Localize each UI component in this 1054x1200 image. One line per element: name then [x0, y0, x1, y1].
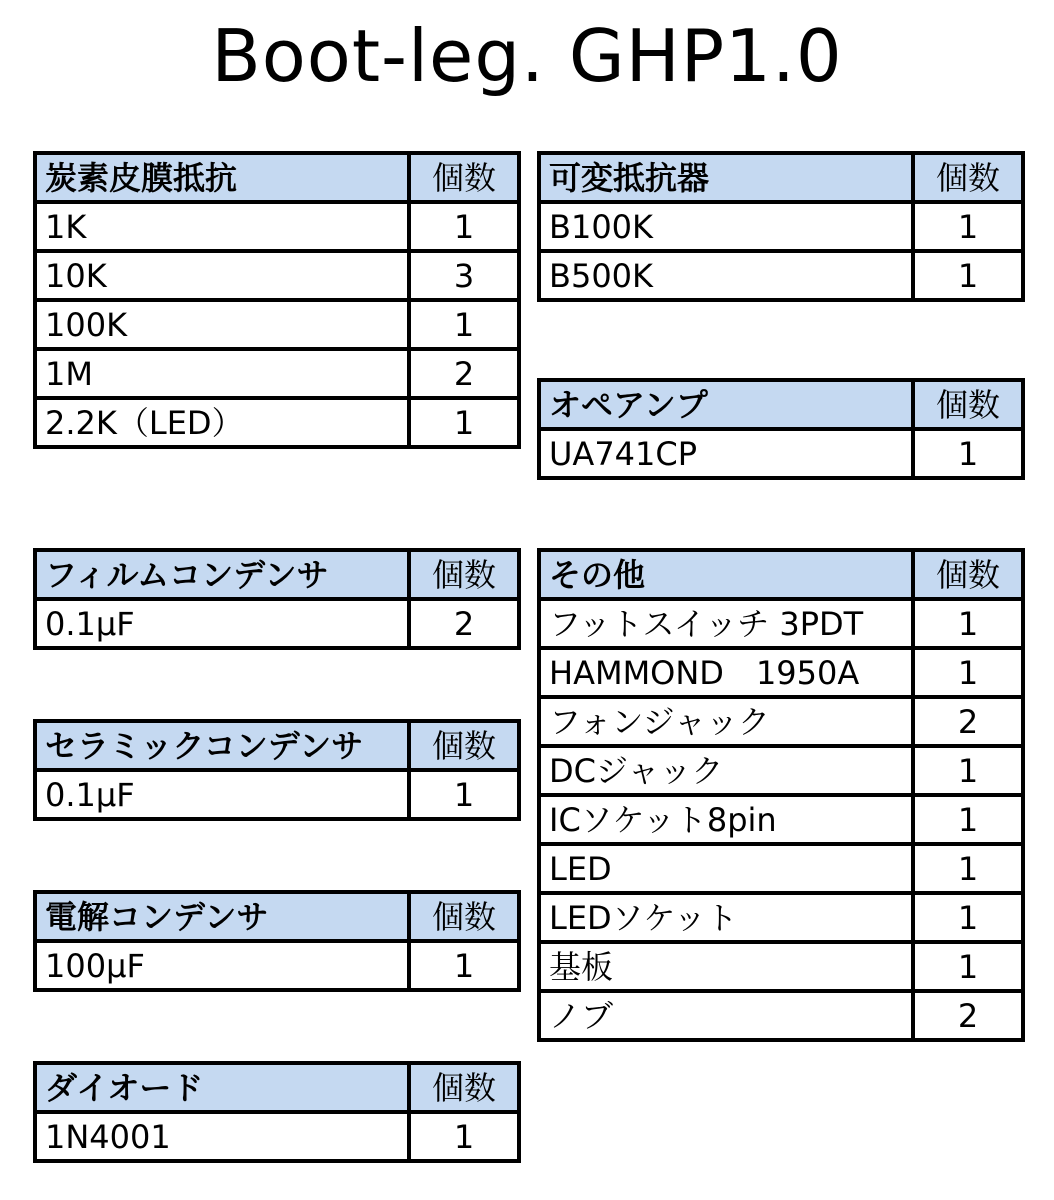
table-row	[35, 941, 519, 990]
part-name: B500K	[539, 251, 913, 300]
part-name: 100K	[35, 300, 409, 349]
part-name: LED	[539, 844, 913, 893]
part-quantity: 3	[409, 251, 519, 300]
diodes-table	[33, 1061, 521, 1163]
part-name: 1N4001	[35, 1112, 409, 1161]
table-row	[35, 251, 519, 300]
table-header-row	[35, 550, 519, 599]
part-quantity: 1	[913, 746, 1023, 795]
quantity-heading: 個数	[913, 153, 1023, 202]
table-row	[539, 893, 1023, 942]
table-row	[539, 844, 1023, 893]
page-title: Boot-leg. GHP1.0	[211, 14, 843, 98]
part-name: DCジャック	[539, 746, 913, 795]
table-row	[35, 349, 519, 398]
part-quantity: 1	[913, 251, 1023, 300]
category-heading: その他	[539, 550, 913, 599]
category-heading: ダイオード	[35, 1063, 409, 1112]
film-capacitors-table	[33, 548, 521, 650]
table-header-row	[539, 153, 1023, 202]
part-quantity: 1	[913, 795, 1023, 844]
part-name: 1M	[35, 349, 409, 398]
part-quantity: 1	[913, 599, 1023, 648]
part-quantity: 2	[409, 349, 519, 398]
table-row	[35, 398, 519, 447]
electrolytic-capacitors-table	[33, 890, 521, 992]
part-quantity: 1	[913, 893, 1023, 942]
table-row	[539, 942, 1023, 991]
quantity-heading: 個数	[913, 380, 1023, 429]
quantity-heading: 個数	[409, 1063, 519, 1112]
part-name: 100µF	[35, 941, 409, 990]
part-quantity: 1	[409, 300, 519, 349]
resistors-table	[33, 151, 521, 449]
part-quantity: 1	[913, 844, 1023, 893]
part-quantity: 1	[409, 1112, 519, 1161]
part-quantity: 2	[913, 991, 1023, 1040]
table-row	[35, 202, 519, 251]
part-name: フットスイッチ 3PDT	[539, 599, 913, 648]
table-row	[539, 746, 1023, 795]
part-name: B100K	[539, 202, 913, 251]
table-row	[35, 770, 519, 819]
table-header-row	[35, 721, 519, 770]
part-name: 1K	[35, 202, 409, 251]
part-name: UA741CP	[539, 429, 913, 478]
part-name: 2.2K（LED）	[35, 398, 409, 447]
table-row	[35, 300, 519, 349]
part-quantity: 1	[409, 770, 519, 819]
part-quantity: 2	[409, 599, 519, 648]
part-name: ノブ	[539, 991, 913, 1040]
part-quantity: 1	[409, 202, 519, 251]
part-quantity: 1	[913, 942, 1023, 991]
category-heading: セラミックコンデンサ	[35, 721, 409, 770]
ceramic-capacitors-table	[33, 719, 521, 821]
part-name: ICソケット8pin	[539, 795, 913, 844]
part-name: LEDソケット	[539, 893, 913, 942]
quantity-heading: 個数	[409, 721, 519, 770]
quantity-heading: 個数	[409, 892, 519, 941]
part-quantity: 1	[409, 941, 519, 990]
table-row	[539, 202, 1023, 251]
table-row	[35, 1112, 519, 1161]
quantity-heading: 個数	[913, 550, 1023, 599]
table-row	[539, 599, 1023, 648]
other-parts-table	[537, 548, 1025, 1042]
part-name: HAMMOND 1950A	[539, 648, 913, 697]
table-row	[539, 697, 1023, 746]
part-quantity: 1	[409, 398, 519, 447]
quantity-heading: 個数	[409, 153, 519, 202]
part-quantity: 2	[913, 697, 1023, 746]
table-header-row	[539, 550, 1023, 599]
table-row	[539, 648, 1023, 697]
part-quantity: 1	[913, 648, 1023, 697]
part-name: 0.1µF	[35, 599, 409, 648]
part-name: 基板	[539, 942, 913, 991]
opamps-table	[537, 378, 1025, 480]
part-quantity: 1	[913, 202, 1023, 251]
table-header-row	[539, 380, 1023, 429]
potentiometers-table	[537, 151, 1025, 302]
category-heading: 可変抵抗器	[539, 153, 913, 202]
category-heading: 電解コンデンサ	[35, 892, 409, 941]
category-heading: 炭素皮膜抵抗	[35, 153, 409, 202]
quantity-heading: 個数	[409, 550, 519, 599]
part-name: 10K	[35, 251, 409, 300]
table-row	[539, 251, 1023, 300]
part-name: フォンジャック	[539, 697, 913, 746]
category-heading: オペアンプ	[539, 380, 913, 429]
part-quantity: 1	[913, 429, 1023, 478]
table-row	[539, 795, 1023, 844]
table-header-row	[35, 892, 519, 941]
table-row	[35, 599, 519, 648]
part-name: 0.1µF	[35, 770, 409, 819]
table-header-row	[35, 1063, 519, 1112]
table-row	[539, 991, 1023, 1040]
table-row	[539, 429, 1023, 478]
table-header-row	[35, 153, 519, 202]
category-heading: フィルムコンデンサ	[35, 550, 409, 599]
